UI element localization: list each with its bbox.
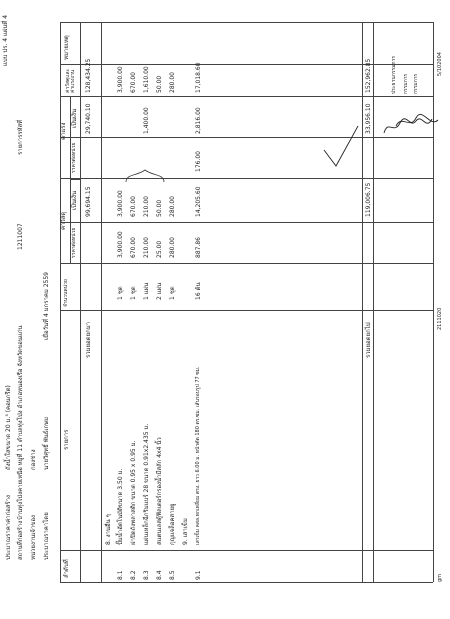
carried-label: รวมยอดยกมา (85, 321, 92, 358)
date-value: เมื่อวันที่ 4 มกราคม 2559 (43, 272, 50, 340)
row-material-total: 14,205.60 (195, 186, 202, 217)
row-qty: 1 ชุด (117, 286, 124, 300)
row-qty: 1 ชุด (130, 286, 137, 300)
carried-sum-total: 128,434.25 (85, 58, 92, 93)
row-material-unit: 280.00 (169, 237, 176, 258)
row-desc: เสาเข็ม คสล.หกเหลี่ยม ตรง. ยาว 6.00 ม. หน้าตัด 180 ตร.ซม. เส้นรอบรูป 77 ซม. (195, 366, 201, 545)
project-label: ประมาณราคาค่าก่อสร้าง (5, 495, 12, 560)
site-code: 1211007 (17, 223, 24, 250)
signature-role: กรรมการ (403, 73, 409, 94)
row-material-unit: 670.00 (130, 237, 137, 258)
header-labor-unit-price: ราคาต่อหน่วย (71, 142, 77, 173)
header-quantity-unit: จำนวนหน่วย (63, 279, 69, 307)
row-no: 8.1 (117, 570, 124, 580)
header-remark: หมายเหตุ (63, 35, 70, 60)
header-labor-group: ค่าแรง (60, 122, 67, 140)
carried-material-total: 99,694.15 (85, 186, 92, 217)
row-material-unit: 210.00 (143, 237, 150, 258)
row-no: 8.3 (143, 570, 150, 580)
site-value: บ้านทุ่งโป่งคายเหนือ หมู่ที่ 11 ตำบลทุ่งโป่ง อำเภอหนองเรือ จังหวัดขอนแก่น (17, 325, 24, 520)
row-material-unit: 25.00 (156, 240, 163, 258)
row-material-total: 210.00 (143, 196, 150, 217)
row-no: 8.4 (156, 570, 163, 580)
estimator-value: นายวิศุทธิ์ พันธ์เกษม (43, 416, 50, 470)
header-material-group: ค่าวัสดุ (60, 211, 67, 230)
estimator-label: ประมาณราคาโดย (43, 512, 50, 560)
header-labor-total: เป็นเงิน (71, 108, 78, 128)
grand-material-total: 119,006.75 (365, 182, 372, 217)
row-material-unit: 887.86 (195, 237, 202, 258)
row-desc: แผ่นเหล็กฉีกริมแบร์ 28 ขนาด 0.91x2.435 ม. (143, 423, 150, 545)
signature-role: ประธานกรรมการ (391, 55, 397, 94)
grand-label: รวมยอดยกไป (365, 322, 372, 358)
row-desc: กุญแจล็อคสายยู (169, 503, 176, 545)
row-desc: ฝาปิดถังพลาสติก ขนาด 0.95 x 0.95 ม. (130, 440, 137, 545)
row-material-total: 670.00 (130, 196, 137, 217)
row-material-total: 50.00 (156, 199, 163, 217)
dept-label: หน่วยงานเจ้าของ (30, 515, 37, 560)
row-qty: 1 ชุด (169, 286, 176, 300)
row-material-total: 3,900.00 (117, 190, 124, 217)
row-labor-unit: 176.00 (195, 151, 202, 172)
carried-labor-total: 29,740.10 (85, 103, 92, 134)
row-desc: 9. เสาเข็ม (182, 518, 189, 545)
row-desc: ปั๊มน้ำอัตโนมัติขนาด 3.50 ม. (117, 468, 124, 545)
footer-date: 5/102004 (437, 52, 443, 76)
grand-labor-total: 33,956.10 (365, 103, 372, 134)
row-sum: 280.00 (169, 72, 176, 93)
check-mark (318, 120, 362, 180)
row-no: 8.5 (169, 570, 176, 580)
row-qty: 1 แผ่น (143, 282, 150, 300)
bracket-mark (125, 168, 165, 184)
code-right-label: รายการรหัสที่ (17, 119, 24, 155)
header-sum-total: ค่าวัสดุและค่าแรงงาน (65, 68, 76, 93)
header-material-total: เป็นเงิน (71, 190, 78, 210)
row-sum: 670.00 (130, 72, 137, 93)
row-qty: 16 ต้น (195, 282, 202, 300)
row-sum: 1,610.00 (143, 66, 150, 93)
footer-left: gm (437, 573, 443, 582)
footer-code: 2111020 (437, 307, 443, 330)
row-sum: 3,900.00 (117, 66, 124, 93)
form-code: แบบ ปร. 4 แผ่นที่ 4 (2, 14, 9, 66)
row-no: 9.1 (195, 570, 202, 580)
row-qty: 2 แผ่น (156, 282, 163, 300)
row-labor-total: 2,816.00 (195, 107, 202, 134)
row-desc: สแตนเลสตู้ฟิลเตอร์กรองน้ำมีสลัก 4x4 นิ้ว (156, 437, 163, 545)
project-value: ถังน้ำใสขนาด 20 ม.³ (คอนกรีต) (5, 385, 12, 470)
signature-role: กรรมการ (413, 73, 419, 94)
row-no: 8.2 (130, 570, 137, 580)
header-item-no: ลำดับที่ (63, 559, 70, 578)
dept-value: กองช่าง (30, 449, 37, 470)
header-description: รายการ (63, 429, 70, 450)
row-material-total: 280.00 (169, 196, 176, 217)
signature-2 (392, 112, 442, 132)
row-material-unit: 3,900.00 (117, 231, 124, 258)
row-sum: 17,018.60 (195, 62, 202, 93)
row-sum: 50.00 (156, 75, 163, 93)
grand-sum-total: 152,962.85 (365, 58, 372, 93)
row-labor-total: 1,400.00 (143, 107, 150, 134)
row-desc: 8. งานอื่น ๆ (105, 514, 112, 545)
header-material-unit-price: ราคาต่อหน่วย (71, 227, 77, 258)
site-label: สถานที่ก่อสร้าง (17, 520, 24, 560)
